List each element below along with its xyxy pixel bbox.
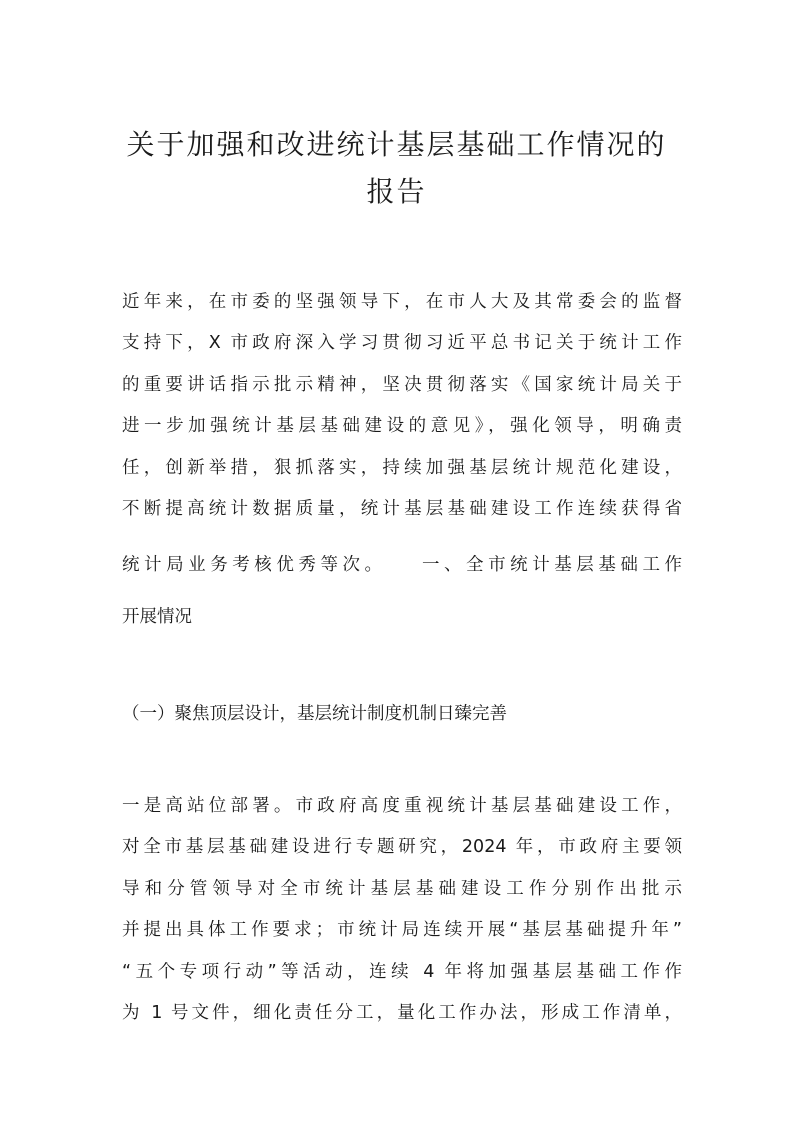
section-subheading: （一）聚焦顶层设计，基层统计制度机制日臻完善 xyxy=(122,704,507,724)
intro-line-3: 的重要讲话指示批示精神，坚决贯彻落实《国家统计局关于 xyxy=(122,375,682,395)
document-title-line-1: 关于加强和改进统计基层基础工作情况的 xyxy=(126,128,667,161)
intro-line-7: 统计局业务考核优秀等次。 一、全市统计基层基础工作 xyxy=(122,555,682,575)
body-line-4: 并提出具体工作要求；市统计局连续开展“基层基础提升年” xyxy=(122,920,682,940)
intro-line-5: 任，创新举措，狠抓落实，持续加强基层统计规范化建设， xyxy=(122,458,682,478)
intro-line-1: 近年来，在市委的坚强领导下，在市人大及其常委会的监督 xyxy=(122,292,682,312)
document-title-line-2: 报告 xyxy=(366,175,427,208)
intro-line-8: 开展情况 xyxy=(122,607,192,627)
intro-line-2: 支持下，X 市政府深入学习贯彻习近平总书记关于统计工作 xyxy=(122,333,682,353)
body-line-5: “五个专项行动”等活动，连续 4 年将加强基层基础工作作 xyxy=(122,962,682,982)
body-line-3: 导和分管领导对全市统计基层基础建设工作分别作出批示 xyxy=(122,879,682,899)
body-line-1: 一是高站位部署。市政府高度重视统计基层基础建设工作， xyxy=(122,796,682,816)
body-line-6: 为 1 号文件，细化责任分工，量化工作办法，形成工作清单， xyxy=(122,1003,682,1023)
intro-line-4: 进一步加强统计基层基础建设的意见》，强化领导，明确责 xyxy=(122,416,682,436)
intro-line-6: 不断提高统计数据质量，统计基层基础建设工作连续获得省 xyxy=(122,499,682,519)
body-line-2: 对全市基层基础建设进行专题研究，2024 年，市政府主要领 xyxy=(122,837,682,857)
